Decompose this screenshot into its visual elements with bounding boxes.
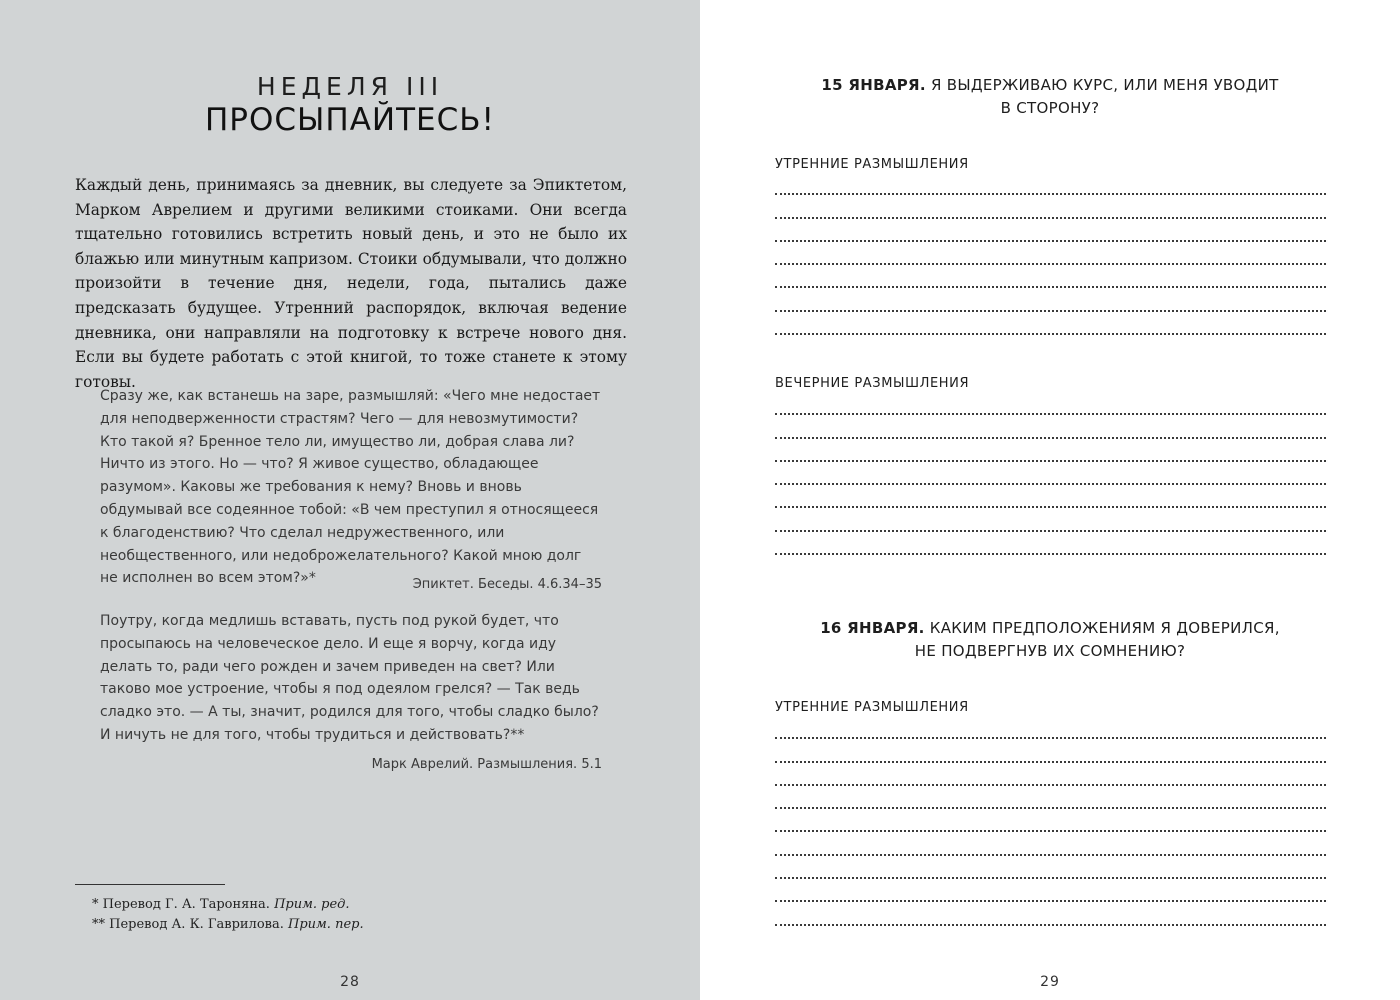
entry-question: КАКИМ ПРЕДПОЛОЖЕНИЯМ Я ДОВЕРИЛСЯ, xyxy=(929,619,1280,637)
writing-line[interactable] xyxy=(775,856,1326,879)
footnote xyxy=(92,897,350,912)
writing-line[interactable] xyxy=(775,809,1326,832)
writing-line[interactable] xyxy=(775,195,1326,218)
page-number: 29 xyxy=(1040,974,1060,990)
quote-attribution: Марк Аврелий. Размышления. 5.1 xyxy=(371,757,602,772)
entry-date: 16 ЯНВАРЯ. xyxy=(820,619,925,637)
footnote-note: Прим. ред. xyxy=(274,897,350,912)
writing-line[interactable] xyxy=(775,716,1326,739)
writing-lines xyxy=(775,172,1326,335)
morning-reflections-label: УТРЕННИЕ РАЗМЫШЛЕНИЯ xyxy=(775,157,969,172)
footnote xyxy=(92,917,364,932)
writing-line[interactable] xyxy=(775,265,1326,288)
writing-line[interactable] xyxy=(775,902,1326,925)
writing-line[interactable] xyxy=(775,532,1326,555)
writing-line[interactable] xyxy=(775,439,1326,462)
entry-question: Я ВЫДЕРЖИВАЮ КУРС, ИЛИ МЕНЯ УВОДИТ xyxy=(930,76,1279,94)
evening-reflections-label: ВЕЧЕРНИЕ РАЗМЫШЛЕНИЯ xyxy=(775,376,970,391)
writing-lines xyxy=(775,392,1326,555)
entry-question: НЕ ПОДВЕРГНУВ ИХ СОМНЕНИЮ? xyxy=(914,642,1186,660)
quote-attribution: Эпиктет. Беседы. 4.6.34–35 xyxy=(412,577,602,592)
footnote-note: Прим. пер. xyxy=(288,917,364,932)
writing-line[interactable] xyxy=(775,763,1326,786)
entry-question: В СТОРОНУ? xyxy=(1000,99,1100,117)
writing-line[interactable] xyxy=(775,508,1326,531)
writing-line[interactable] xyxy=(775,879,1326,902)
quote-marcus-aurelius: Поутру, когда медлишь вставать, пусть под рукой будет, что просыпаюсь на человеческое дело. И еще я ворчу, когда иду делать то, ради чего рожден и зачем приведен на свет? Или таково мое устроение, чтобы я под одеялом грелся? — Так ведь сладко это. — А ты, значит, родился для того, чтобы сладко было? И ничуть не для того, чтобы трудиться и действовать?** xyxy=(100,613,599,743)
writing-line[interactable] xyxy=(775,415,1326,438)
footnote-divider xyxy=(75,884,225,885)
page-number: 28 xyxy=(340,974,360,990)
writing-line[interactable] xyxy=(775,462,1326,485)
writing-line[interactable] xyxy=(775,172,1326,195)
writing-line[interactable] xyxy=(775,485,1326,508)
right-page xyxy=(700,0,1400,1000)
writing-line[interactable] xyxy=(775,242,1326,265)
entry-heading xyxy=(800,617,1300,663)
footnote-text: * Перевод Г. А. Тароняна. xyxy=(92,897,270,912)
writing-line[interactable] xyxy=(775,288,1326,311)
writing-line[interactable] xyxy=(775,219,1326,242)
writing-line[interactable] xyxy=(775,739,1326,762)
entry-date: 15 ЯНВАРЯ. xyxy=(821,76,926,94)
quote-epictetus: Сразу же, как встанешь на заре, размышляй: «Чего мне недостает для неподверженности страстям? Чего — для невозмутимости? Кто такой я? Бренное тело ли, имущество ли, добрая слава ли? Ничто из этого. Но — что? Я живое существо, обладающее разумом». Каковы же требования к нему? Вновь и вновь обдумывай все содеянное тобой: «В чем преступил я относящееся к благоденствию? Что сделал недружественного, или необщественного, или недоброжелательного? Какой мною долг не исполнен во всем этом?»* xyxy=(100,388,601,587)
entry-heading xyxy=(800,74,1300,120)
intro-paragraph: Каждый день, принимаясь за дневник, вы следуете за Эпиктетом, Марком Аврелием и другими великими стоиками. Они всегда тщательно готовились встретить новый день, и это не было их блажью или минутным капризом. Стоики обдумывали, что должно произойти в течение дня, недели, года, пытались даже предсказать будущее. Утренний распорядок, включая ведение дневника, они направляли на подготовку к встрече нового дня. Если вы будете работать с этой книгой, то тоже станете к этому готовы. xyxy=(75,176,627,391)
writing-line[interactable] xyxy=(775,312,1326,335)
week-label: НЕДЕЛЯ III xyxy=(256,72,444,101)
writing-lines xyxy=(775,716,1326,926)
writing-line[interactable] xyxy=(775,832,1326,855)
writing-line[interactable] xyxy=(775,392,1326,415)
writing-line[interactable] xyxy=(775,786,1326,809)
week-title: ПРОСЫПАЙТЕСЬ! xyxy=(205,102,495,138)
morning-reflections-label: УТРЕННИЕ РАЗМЫШЛЕНИЯ xyxy=(775,700,969,715)
footnote-text: ** Перевод А. К. Гаврилова. xyxy=(92,917,284,932)
